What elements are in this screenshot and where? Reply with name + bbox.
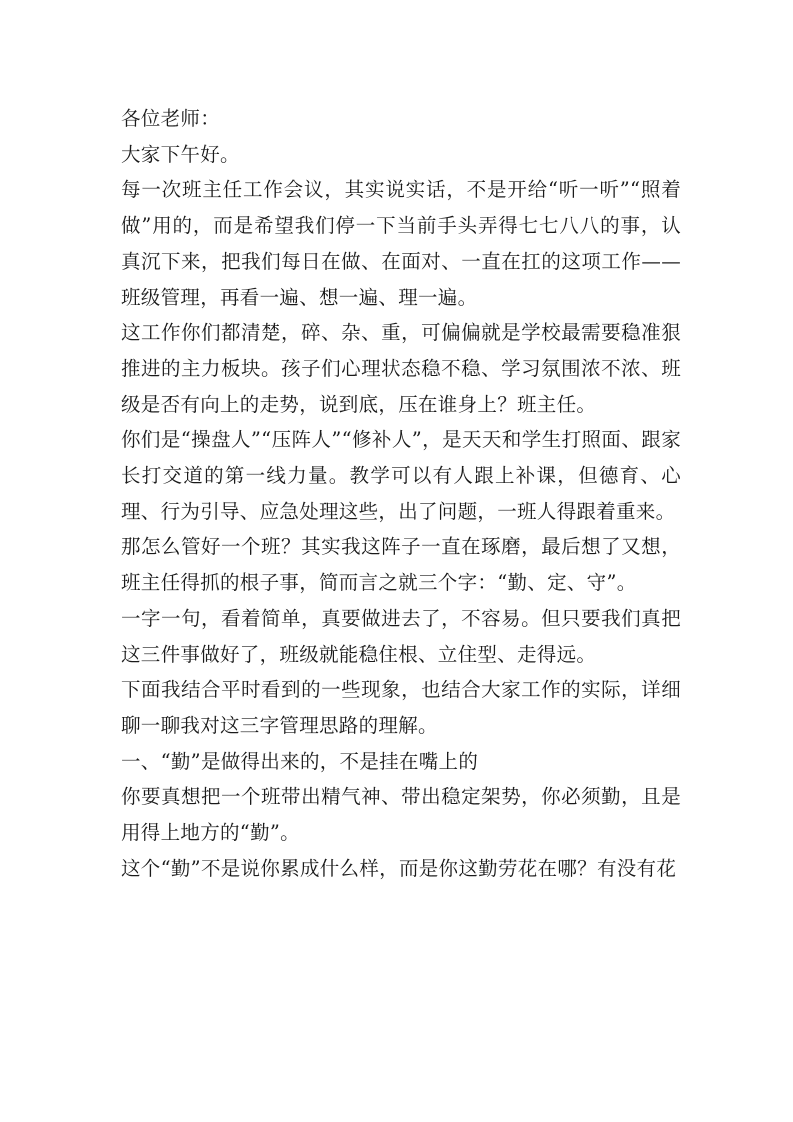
- greeting: 大家下午好。: [121, 142, 240, 166]
- body-paragraph: 下面我结合平时看到的一些现象，也结合大家工作的实际，详细聊一聊我对这三字管理思路的理解。: [121, 678, 681, 737]
- body-paragraph: 每一次班主任工作会议，其实说实话，不是开给“听一听”“照着做”用的，而是希望我们停一下当前手头弄得七七八八的事，认真沉下来，把我们每日在做、在面对、一直在扛的这项工作——班级管理，再看一遍、想一遍、理一遍。: [121, 178, 681, 309]
- body-paragraph: 那怎么管好一个班？其实我这阵子一直在琢磨，最后想了又想，班主任得抓的根子事，简而言之就三个字：“勤、定、守”。: [121, 535, 681, 595]
- body-paragraph: 这工作你们都清楚，碎、杂、重，可偏偏就是学校最需要稳准狠推进的主力板块。孩子们心理状态稳不稳、学习氛围浓不浓、班级是否有向上的走势，说到底，压在谁身上？班主任。: [121, 321, 681, 416]
- body-paragraph: 这个“勤”不是说你累成什么样，而是你这勤劳花在哪？有没有花: [121, 856, 677, 880]
- body-paragraph: 你们是“操盘人”“压阵人”“修补人”，是天天和学生打照面、跟家长打交道的第一线力量。教学可以有人跟上补课，但德育、心理、行为引导、应急处理这些，出了问题，一班人得跟着重来。: [121, 428, 681, 523]
- body-paragraph: 一字一句，看着简单，真要做进去了，不容易。但只要我们真把这三件事做好了，班级就能稳住根、立住型、走得远。: [121, 606, 681, 666]
- section-heading: 一、“勤”是做得出来的，不是挂在嘴上的: [121, 749, 479, 773]
- document-body: [121, 101, 681, 886]
- body-paragraph: 你要真想把一个班带出精气神、带出稳定架势，你必须勤，且是用得上地方的“勤”。: [121, 785, 681, 845]
- salutation: 各位老师：: [121, 107, 221, 130]
